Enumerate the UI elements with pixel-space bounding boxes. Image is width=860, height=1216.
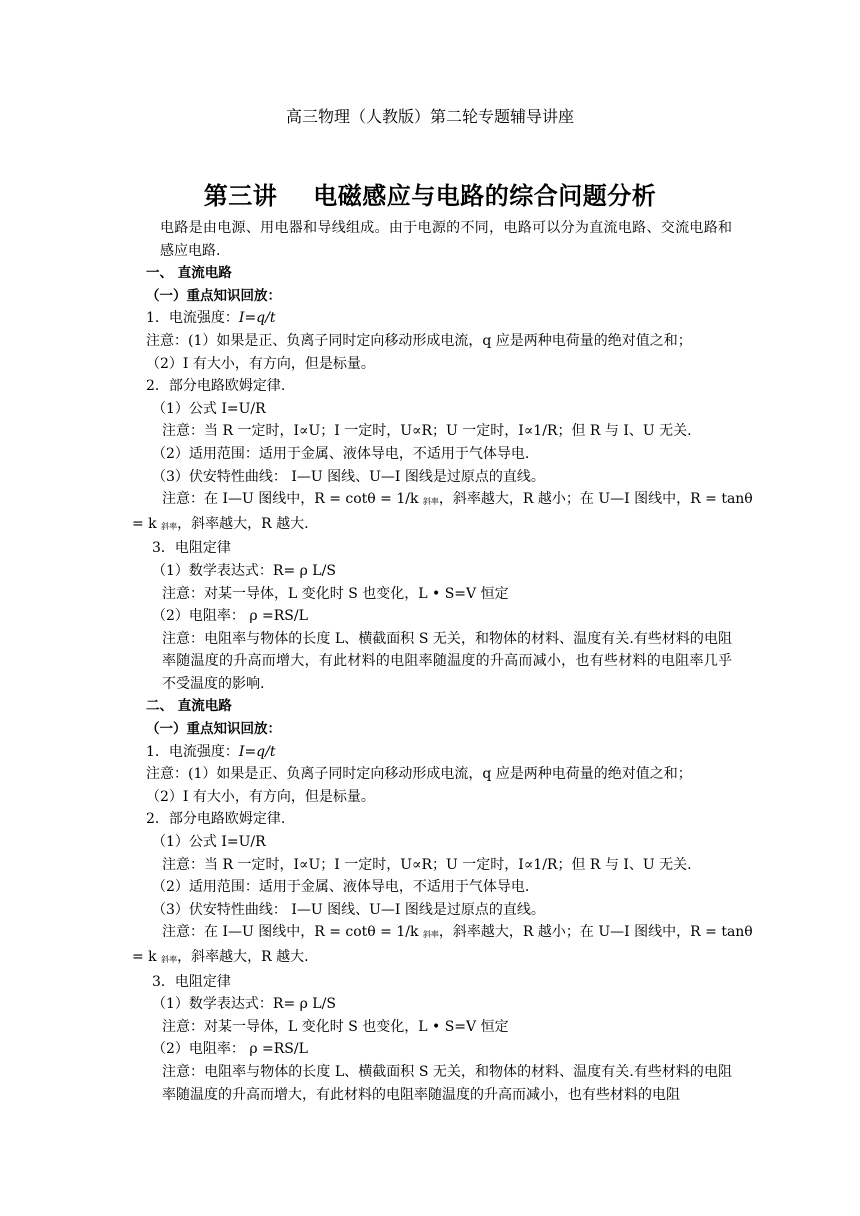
note-text: = k [132, 515, 162, 532]
intro-paragraph: 电路是由电源、用电器和导线组成。由于电源的不同，电路可以分为直流电路、交流电路和感应电路. [160, 220, 732, 259]
formula-line: （2）电阻率： ρ =RS/L [152, 608, 308, 625]
note-text: ，斜率越大，R 越大. [177, 949, 309, 965]
lecture-title [0, 176, 860, 211]
item-label: 1．电流强度： [146, 743, 239, 760]
note-text: ，斜率越大，R 越小；在 U—I 图线中，R = tanθ [438, 924, 753, 941]
note-line: 注意：对某一导体，L 变化时 S 也变化，L • S=V 恒定 [162, 1018, 509, 1035]
formula: I=q/t [238, 743, 276, 760]
item-current [132, 307, 732, 330]
note-line: 注意：当 R 一定时，I∝U；I 一定时，U∝R；U 一定时，I∝1/R；但 R 与 I、U 无关. [162, 856, 692, 873]
formula-line: （1）公式 I=U/R [152, 834, 266, 851]
section-subheading: （一）重点知识回放： [146, 287, 281, 304]
note-text: ，斜率越大，R 越小；在 U—I 图线中，R = tanθ [438, 491, 753, 508]
note-line: （2）I 有大小，有方向，但是标量。 [146, 788, 375, 805]
scope-line: （2）适用范围：适用于金属、液体导电，不适用于气体导电. [152, 879, 530, 896]
item-ohm-law: 2．部分电路欧姆定律. [146, 811, 286, 828]
formula-line: （2）电阻率： ρ =RS/L [152, 1041, 308, 1058]
slope-subscript: 斜率 [161, 955, 178, 964]
item-resistance-law: 3．电阻定律 [152, 540, 231, 557]
slope-subscript: 斜率 [161, 521, 178, 531]
section-heading: 二、 直流电路 [146, 698, 232, 715]
note-text: 注意：在 I—U 图线中，R = cotθ = 1/k [162, 491, 423, 508]
note-line [132, 513, 732, 538]
note-line: 注意：(1）如果是正、负离子同时定向移动形成电流，q 应是两种电荷量的绝对值之和； [146, 766, 692, 783]
note-text: ，斜率越大，R 越大. [177, 515, 309, 532]
curve-line: （3）伏安特性曲线： I—U 图线、U—I 图线是过原点的直线。 [152, 901, 545, 918]
note-text: 注意：在 I—U 图线中，R = cotθ = 1/k [162, 924, 423, 941]
section-heading: 一、 直流电路 [146, 265, 232, 282]
slope-subscript: 斜率 [422, 930, 439, 940]
note-line [132, 946, 732, 971]
note-line: 注意：(1）如果是正、负离子同时定向移动形成电流，q 应是两种电荷量的绝对值之和； [146, 332, 692, 349]
slope-subscript: 斜率 [422, 497, 439, 507]
item-current [132, 741, 732, 764]
scope-line: （2）适用范围：适用于金属、液体导电，不适用于气体导电. [152, 445, 530, 462]
formula: I=q/t [238, 310, 276, 327]
lecture-topic: 电磁感应与电路的综合问题分析 [313, 182, 657, 210]
note-line: 注意：对某一导体，L 变化时 S 也变化，L • S=V 恒定 [162, 585, 509, 602]
item-label: 1．电流强度： [146, 310, 239, 327]
note-paragraph: 注意：电阻率与物体的长度 L、横截面积 S 无关，和物体的材料、温度有关.有些材料的电阻率随温度的升高而增大，有此材料的电阻率随温度的升高而减小，也有些材料的电阻率几乎不受温度的影响. [162, 630, 732, 692]
item-ohm-law: 2．部分电路欧姆定律. [146, 378, 286, 395]
section-1 [132, 262, 753, 695]
section-2 [132, 695, 753, 1106]
curve-line: （3）伏安特性曲线： I—U 图线、U—I 图线是过原点的直线。 [152, 468, 545, 485]
note-line: 注意：当 R 一定时，I∝U；I 一定时，U∝R；U 一定时，I∝1/R；但 R 与 I、U 无关. [162, 423, 692, 440]
note-line [132, 488, 753, 513]
note-line: （2）I 有大小，有方向，但是标量。 [146, 355, 375, 372]
document-body [132, 217, 753, 1106]
note-text: = k [132, 949, 162, 965]
item-resistance-law: 3．电阻定律 [152, 973, 231, 990]
formula-line: （1）公式 I=U/R [152, 400, 266, 417]
document-header: 高三物理（人教版）第二轮专题辅导讲座 [285, 107, 574, 126]
formula-line: （1）数学表达式：R= ρ L/S [152, 996, 336, 1013]
lecture-number: 第三讲 [203, 182, 278, 210]
note-line [132, 921, 753, 946]
note-paragraph: 注意：电阻率与物体的长度 L、横截面积 S 无关，和物体的材料、温度有关.有些材料的电阻率随温度的升高而增大，有此材料的电阻率随温度的升高而减小，也有些材料的电阻 [162, 1063, 732, 1103]
section-subheading: （一）重点知识回放： [146, 721, 281, 738]
formula-line: （1）数学表达式：R= ρ L/S [152, 562, 336, 579]
